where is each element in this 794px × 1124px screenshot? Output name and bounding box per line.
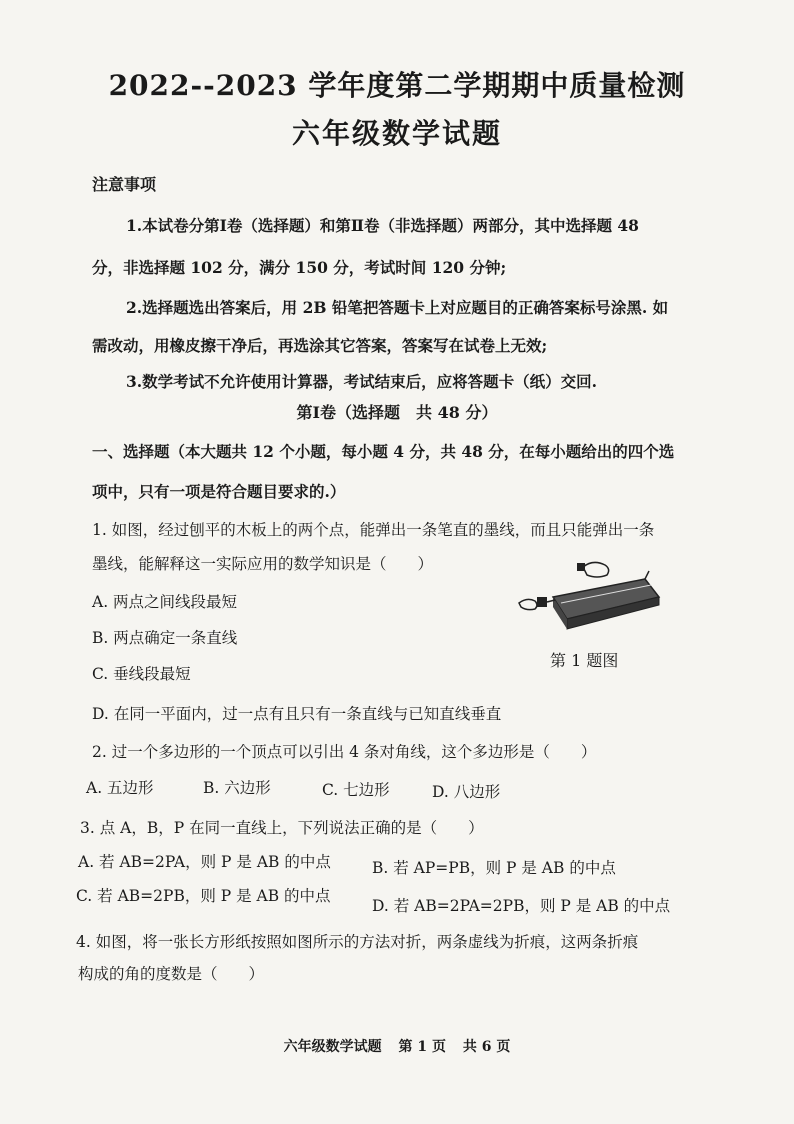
question-4-stem: 4. 如图，将一张长方形纸按照如图所示的方法对折，两条虚线为折痕，这两条折痕 <box>76 933 639 951</box>
question-3-option-b: B. 若 AP=PB，则 P 是 AB 的中点 <box>372 859 616 877</box>
section-instruction: 项中，只有一项是符合题目要求的.） <box>92 482 346 501</box>
question-3-option-c: C. 若 AB=2PB，则 P 是 AB 的中点 <box>76 887 331 905</box>
question-1-option-a: A. 两点之间线段最短 <box>92 593 238 611</box>
question-1-option-c: C. 垂线段最短 <box>92 665 191 683</box>
footer-total-pages: 共 6 页 <box>462 1039 511 1055</box>
question-3-stem: 3. 点 A，B，P 在同一直线上，下列说法正确的是（ ） <box>80 819 484 837</box>
question-4-stem: 构成的角的度数是（ ） <box>78 965 265 983</box>
notice-line: 分，非选择题 102 分，满分 150 分，考试时间 120 分钟; <box>92 258 507 277</box>
notice-line: 3.数学考试不允许使用计算器，考试结束后，应将答题卡（纸）交回. <box>126 372 598 391</box>
question-1-option-d: D. 在同一平面内，过一点有且只有一条直线与已知直线垂直 <box>92 705 502 723</box>
notice-heading: 注意事项 <box>92 175 157 194</box>
question-1-stem: 1. 如图，经过刨平的木板上的两个点，能弹出一条笔直的墨线，而且只能弹出一条 <box>92 521 655 539</box>
exam-subtitle: 六年级数学试题 <box>291 117 502 150</box>
notice-line: 2.选择题选出答案后，用 2B 铅笔把答题卡上对应题目的正确答案标号涂黑. 如 <box>126 298 669 317</box>
section-instruction: 一、选择题（本大题共 12 个小题，每小题 4 分，共 48 分，在每小题给出的四个选 <box>92 442 675 461</box>
question-2-option-d: D. 八边形 <box>432 783 501 801</box>
notice-line: 1.本试卷分第Ⅰ卷（选择题）和第Ⅱ卷（非选择题）两部分，其中选择题 48 <box>126 216 639 235</box>
notice-line: 需改动，用橡皮擦干净后，再选涂其它答案，答案写在试卷上无效; <box>92 336 548 355</box>
question-3-option-a: A. 若 AB=2PA，则 P 是 AB 的中点 <box>78 853 331 871</box>
question-2-stem: 2. 过一个多边形的一个顶点可以引出 4 条对角线，这个多边形是（ ） <box>92 743 597 761</box>
exam-title: 2022--2023 学年度第二学期期中质量检测 <box>108 69 686 102</box>
section-heading: 第Ⅰ卷（选择题 共 48 分） <box>296 403 498 422</box>
footer-subject: 六年级数学试题 <box>283 1039 382 1055</box>
question-2-option-c: C. 七边形 <box>322 781 390 799</box>
question-2-option-a: A. 五边形 <box>86 779 154 797</box>
question-1-option-b: B. 两点确定一条直线 <box>92 629 238 647</box>
question-1-stem: 墨线，能解释这一实际应用的数学知识是（ ） <box>92 555 434 573</box>
page-footer <box>0 1036 794 1056</box>
footer-page-number: 第 1 页 <box>398 1039 446 1055</box>
question-3-option-d: D. 若 AB=2PA=2PB，则 P 是 AB 的中点 <box>372 897 671 915</box>
figure-1-caption: 第 1 题图 <box>550 651 619 670</box>
plank-chalk-line-figure <box>505 553 665 643</box>
question-2-option-b: B. 六边形 <box>203 779 271 797</box>
